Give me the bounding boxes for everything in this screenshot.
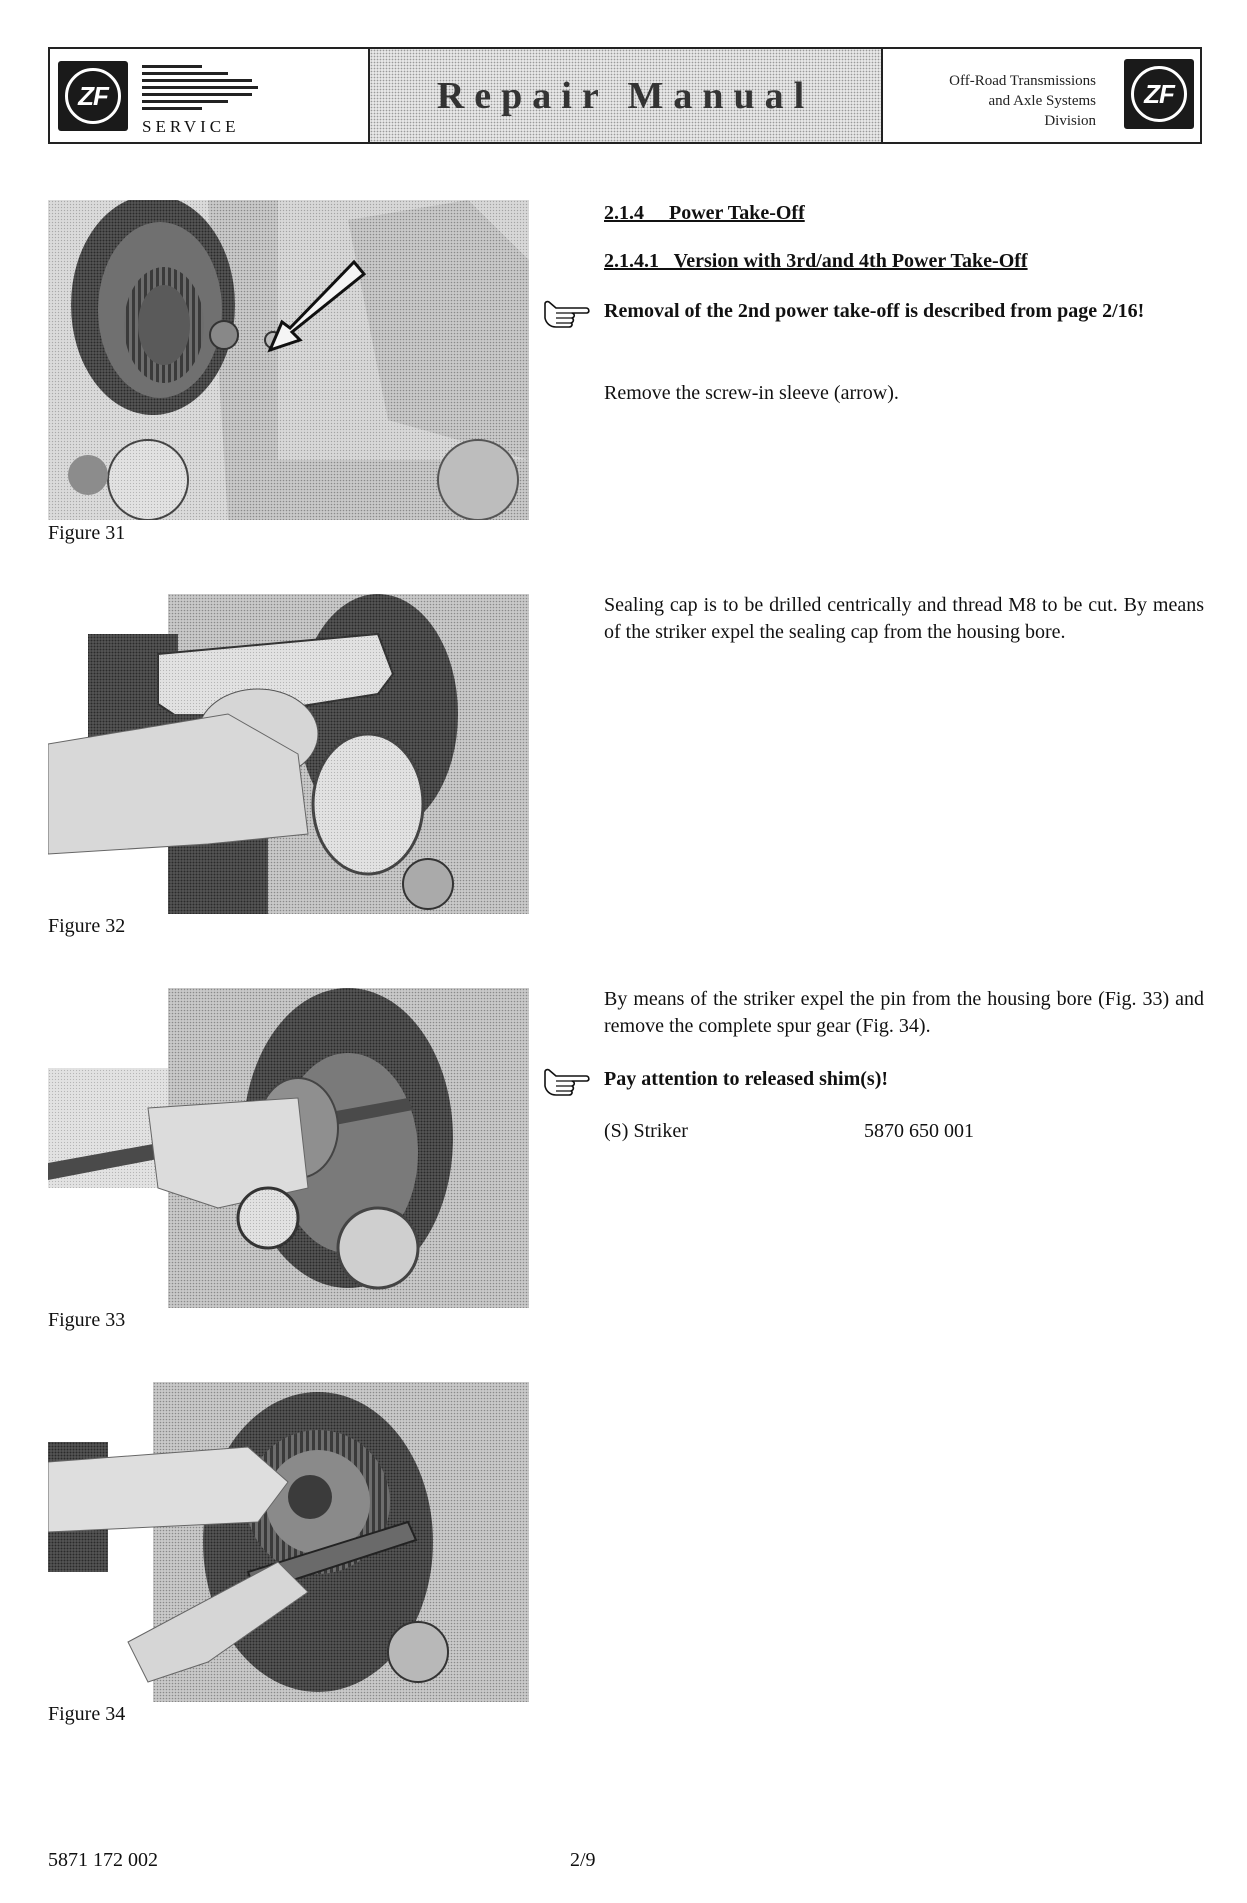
section-heading: 2.1.4 Power Take-Off xyxy=(604,202,805,224)
figure-31-photo xyxy=(48,200,529,520)
figure-31-caption: Figure 31 xyxy=(48,522,126,544)
figure-32-caption: Figure 32 xyxy=(48,915,126,937)
page-header xyxy=(48,47,1202,144)
pointing-hand-icon xyxy=(542,298,592,330)
figure-33-caption: Figure 33 xyxy=(48,1309,126,1331)
tool-number: 5870 650 001 xyxy=(864,1120,974,1142)
tool-name: (S) Striker xyxy=(604,1120,688,1142)
zf-service-logo-block xyxy=(50,49,370,142)
figure-34-caption: Figure 34 xyxy=(48,1703,126,1725)
zf-logo-icon: ZF xyxy=(58,61,128,131)
step-drill-sealing-cap: Sealing cap is to be drilled centrically and thread M8 to be cut. By means of the striker expel the sealing cap from the housing bore. xyxy=(604,594,1204,643)
figure-32-photo xyxy=(48,594,529,914)
step-expel-pin: By means of the striker expel the pin from the housing bore (Fig. 33) and remove the complete spur gear (Fig. 34). xyxy=(604,988,1204,1037)
document-title: Repair Manual xyxy=(436,74,815,117)
title-block xyxy=(370,49,883,142)
document-number: 5871 172 002 xyxy=(48,1849,158,1871)
note-removal-2nd-pto: Removal of the 2nd power take-off is described from page 2/16! xyxy=(604,300,1145,322)
speed-lines-icon xyxy=(142,63,258,115)
zf-logo-icon-right: ZF xyxy=(1124,59,1194,129)
figure-34-photo xyxy=(48,1382,529,1702)
note-released-shims: Pay attention to released shim(s)! xyxy=(604,1068,889,1090)
figure-33-photo xyxy=(48,988,529,1308)
service-label: SERVICE xyxy=(142,117,240,136)
section-subheading: 2.1.4.1 Version with 3rd/and 4th Power Take-Off xyxy=(604,250,1028,272)
division-block xyxy=(883,49,1200,142)
pointing-hand-icon-2 xyxy=(542,1066,592,1098)
step-remove-sleeve: Remove the screw-in sleeve (arrow). xyxy=(604,382,899,404)
page-number: 2/9 xyxy=(570,1849,596,1871)
division-label: Off-Road Transmissions and Axle Systems Division xyxy=(949,73,1096,129)
